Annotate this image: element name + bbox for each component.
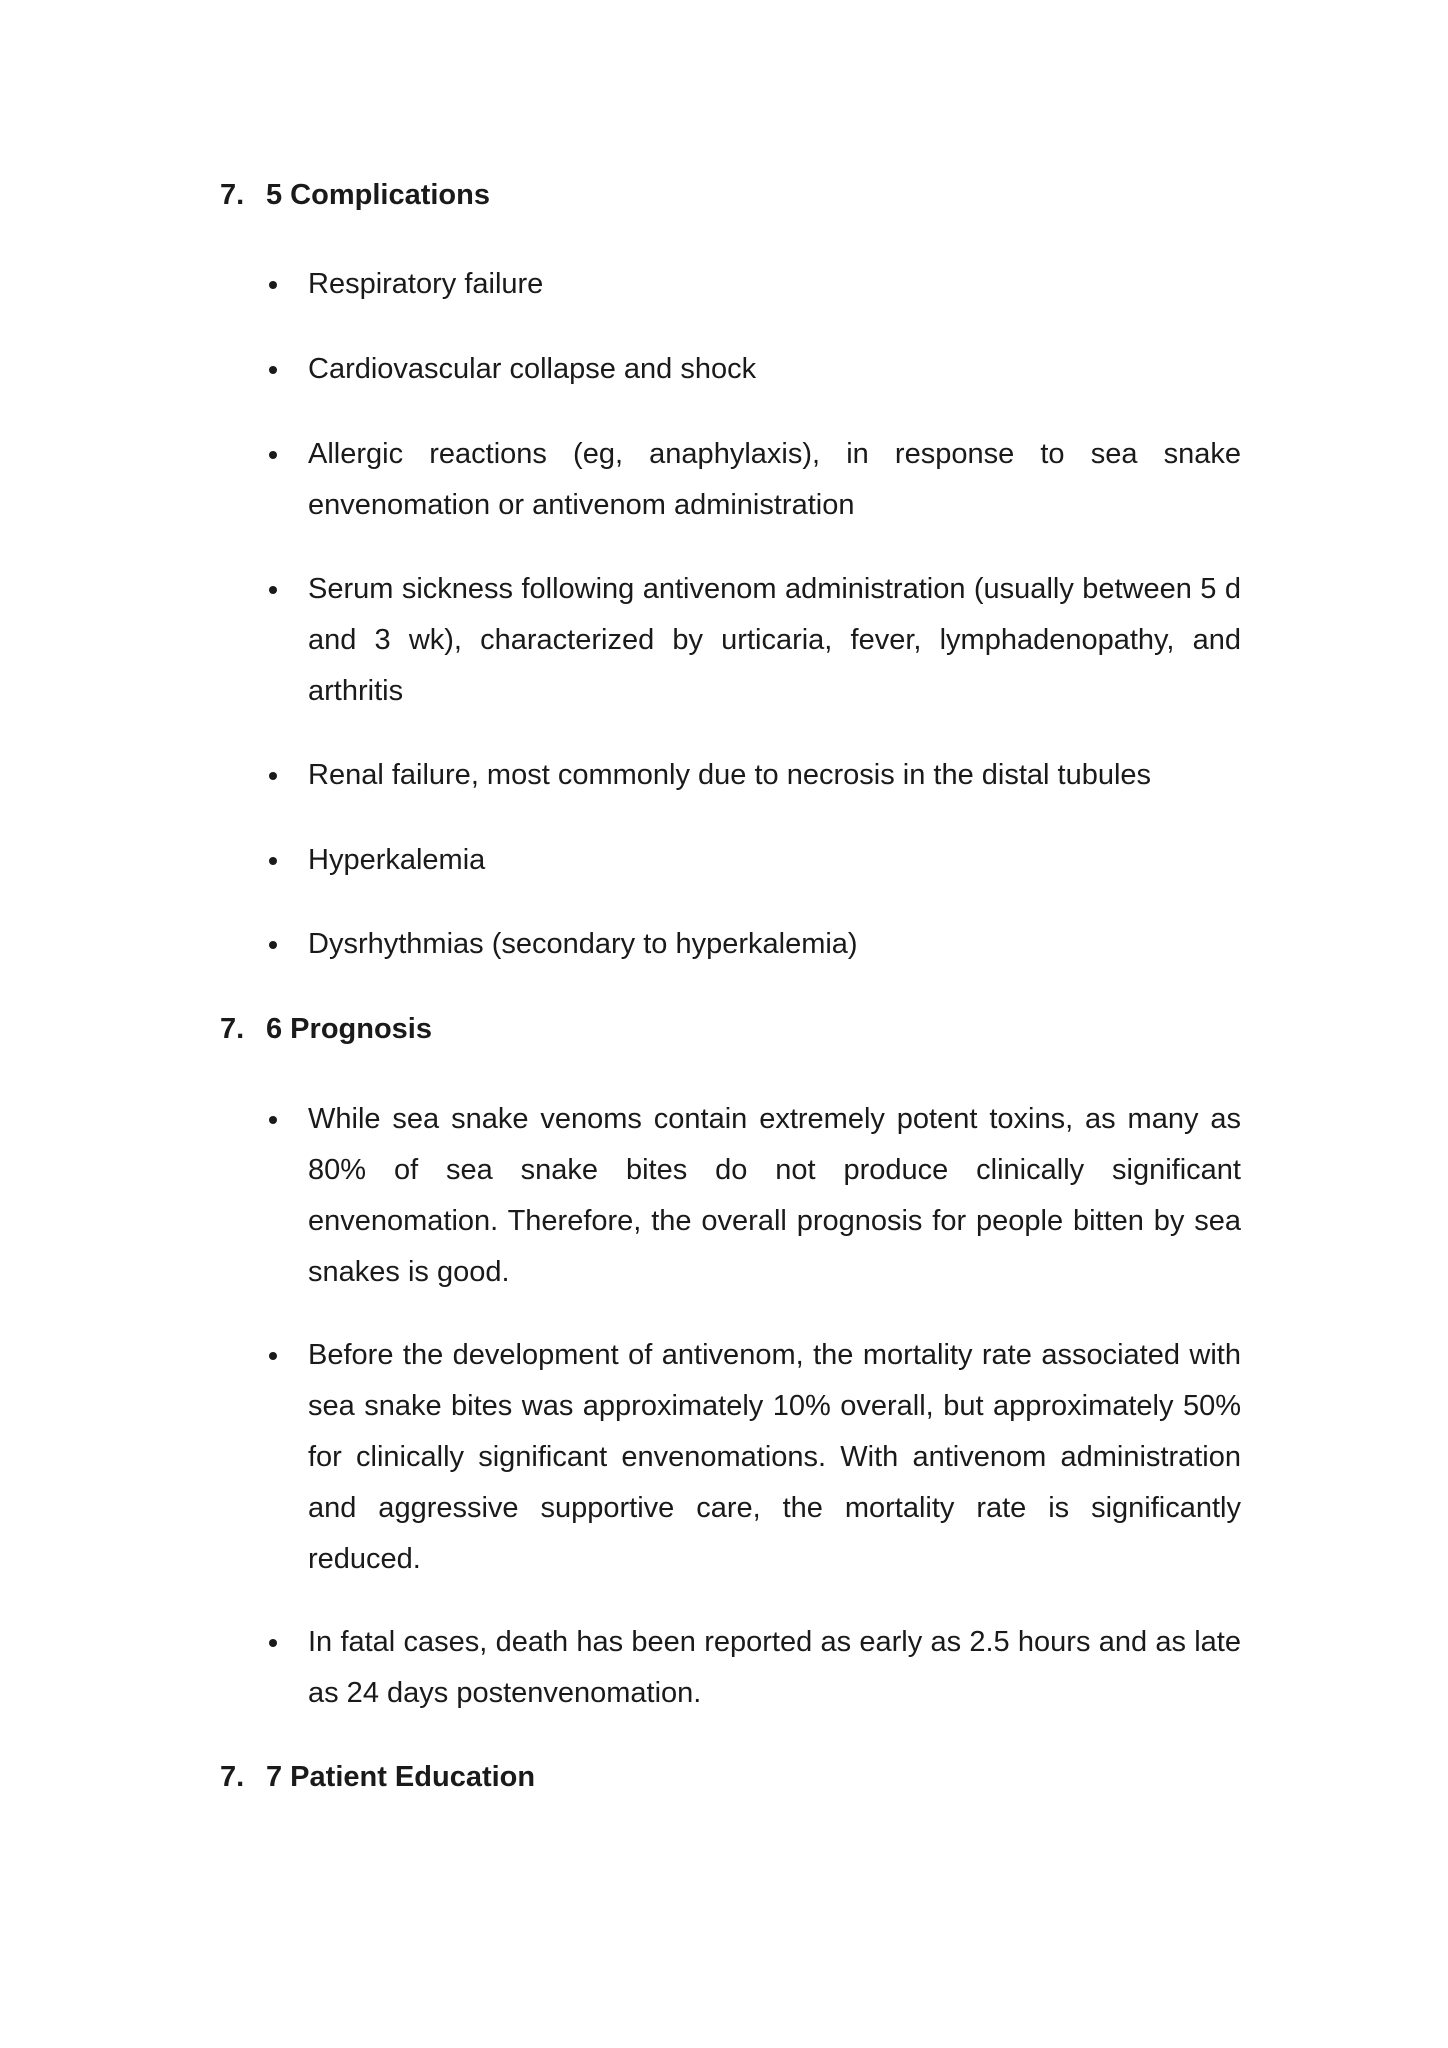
list-item <box>263 259 1241 310</box>
bullet-icon <box>263 1330 283 1381</box>
section-number: 7. <box>220 1761 245 1793</box>
list-item-text: Before the development of antivenom, the mortality rate associated with sea snake bites was approximately 10% overall, but approximately 50% for clinically significant envenomations. With antivenom administration and aggressive supportive care, the mortality rate is significantly reduced. <box>308 1339 1241 1575</box>
section-title: 6 Prognosis <box>266 1013 432 1045</box>
section-heading-prognosis <box>220 1009 432 1049</box>
list-item <box>263 344 1241 395</box>
bullet-icon <box>263 429 283 480</box>
list-item <box>263 835 1241 886</box>
list-item <box>263 429 1241 531</box>
bullet-icon <box>263 919 283 970</box>
list-item-text: Serum sickness following antivenom administration (usually between 5 d and 3 wk), characterized by urticaria, fever, lymphadenopathy, and arthritis <box>308 573 1241 707</box>
bullet-icon <box>263 259 283 310</box>
list-item <box>263 564 1241 717</box>
list-item-text: Cardiovascular collapse and shock <box>308 353 757 385</box>
section-number: 7. <box>220 1013 245 1045</box>
list-item <box>263 750 1241 801</box>
bullet-icon <box>263 835 283 886</box>
list-item-text: Renal failure, most commonly due to necrosis in the distal tubules <box>308 759 1152 791</box>
list-item <box>263 1617 1241 1719</box>
section-heading-patient-education <box>220 1757 535 1797</box>
list-item-text: While sea snake venoms contain extremely potent toxins, as many as 80% of sea snake bites do not produce clinically significant envenomation. Therefore, the overall prognosis for people bitten by sea snakes is good. <box>308 1103 1241 1288</box>
section-heading-complications <box>220 175 490 215</box>
list-item-text: Dysrhythmias (secondary to hyperkalemia) <box>308 928 858 960</box>
bullet-icon <box>263 344 283 395</box>
section-title: 5 Complications <box>266 179 490 211</box>
list-item-text: Allergic reactions (eg, anaphylaxis), in response to sea snake envenomation or antivenom administration <box>308 438 1241 521</box>
list-item <box>263 1330 1241 1585</box>
list-item <box>263 919 1241 970</box>
bullet-icon <box>263 1094 283 1145</box>
list-item-text: Respiratory failure <box>308 268 544 300</box>
list-item-text: In fatal cases, death has been reported as early as 2.5 hours and as late as 24 days postenvenomation. <box>308 1626 1241 1709</box>
section-title: 7 Patient Education <box>266 1761 536 1793</box>
section-number: 7. <box>220 179 245 211</box>
list-item-text: Hyperkalemia <box>308 844 486 876</box>
list-item <box>263 1094 1241 1298</box>
bullet-icon <box>263 564 283 615</box>
bullet-icon <box>263 1617 283 1668</box>
bullet-icon <box>263 750 283 801</box>
